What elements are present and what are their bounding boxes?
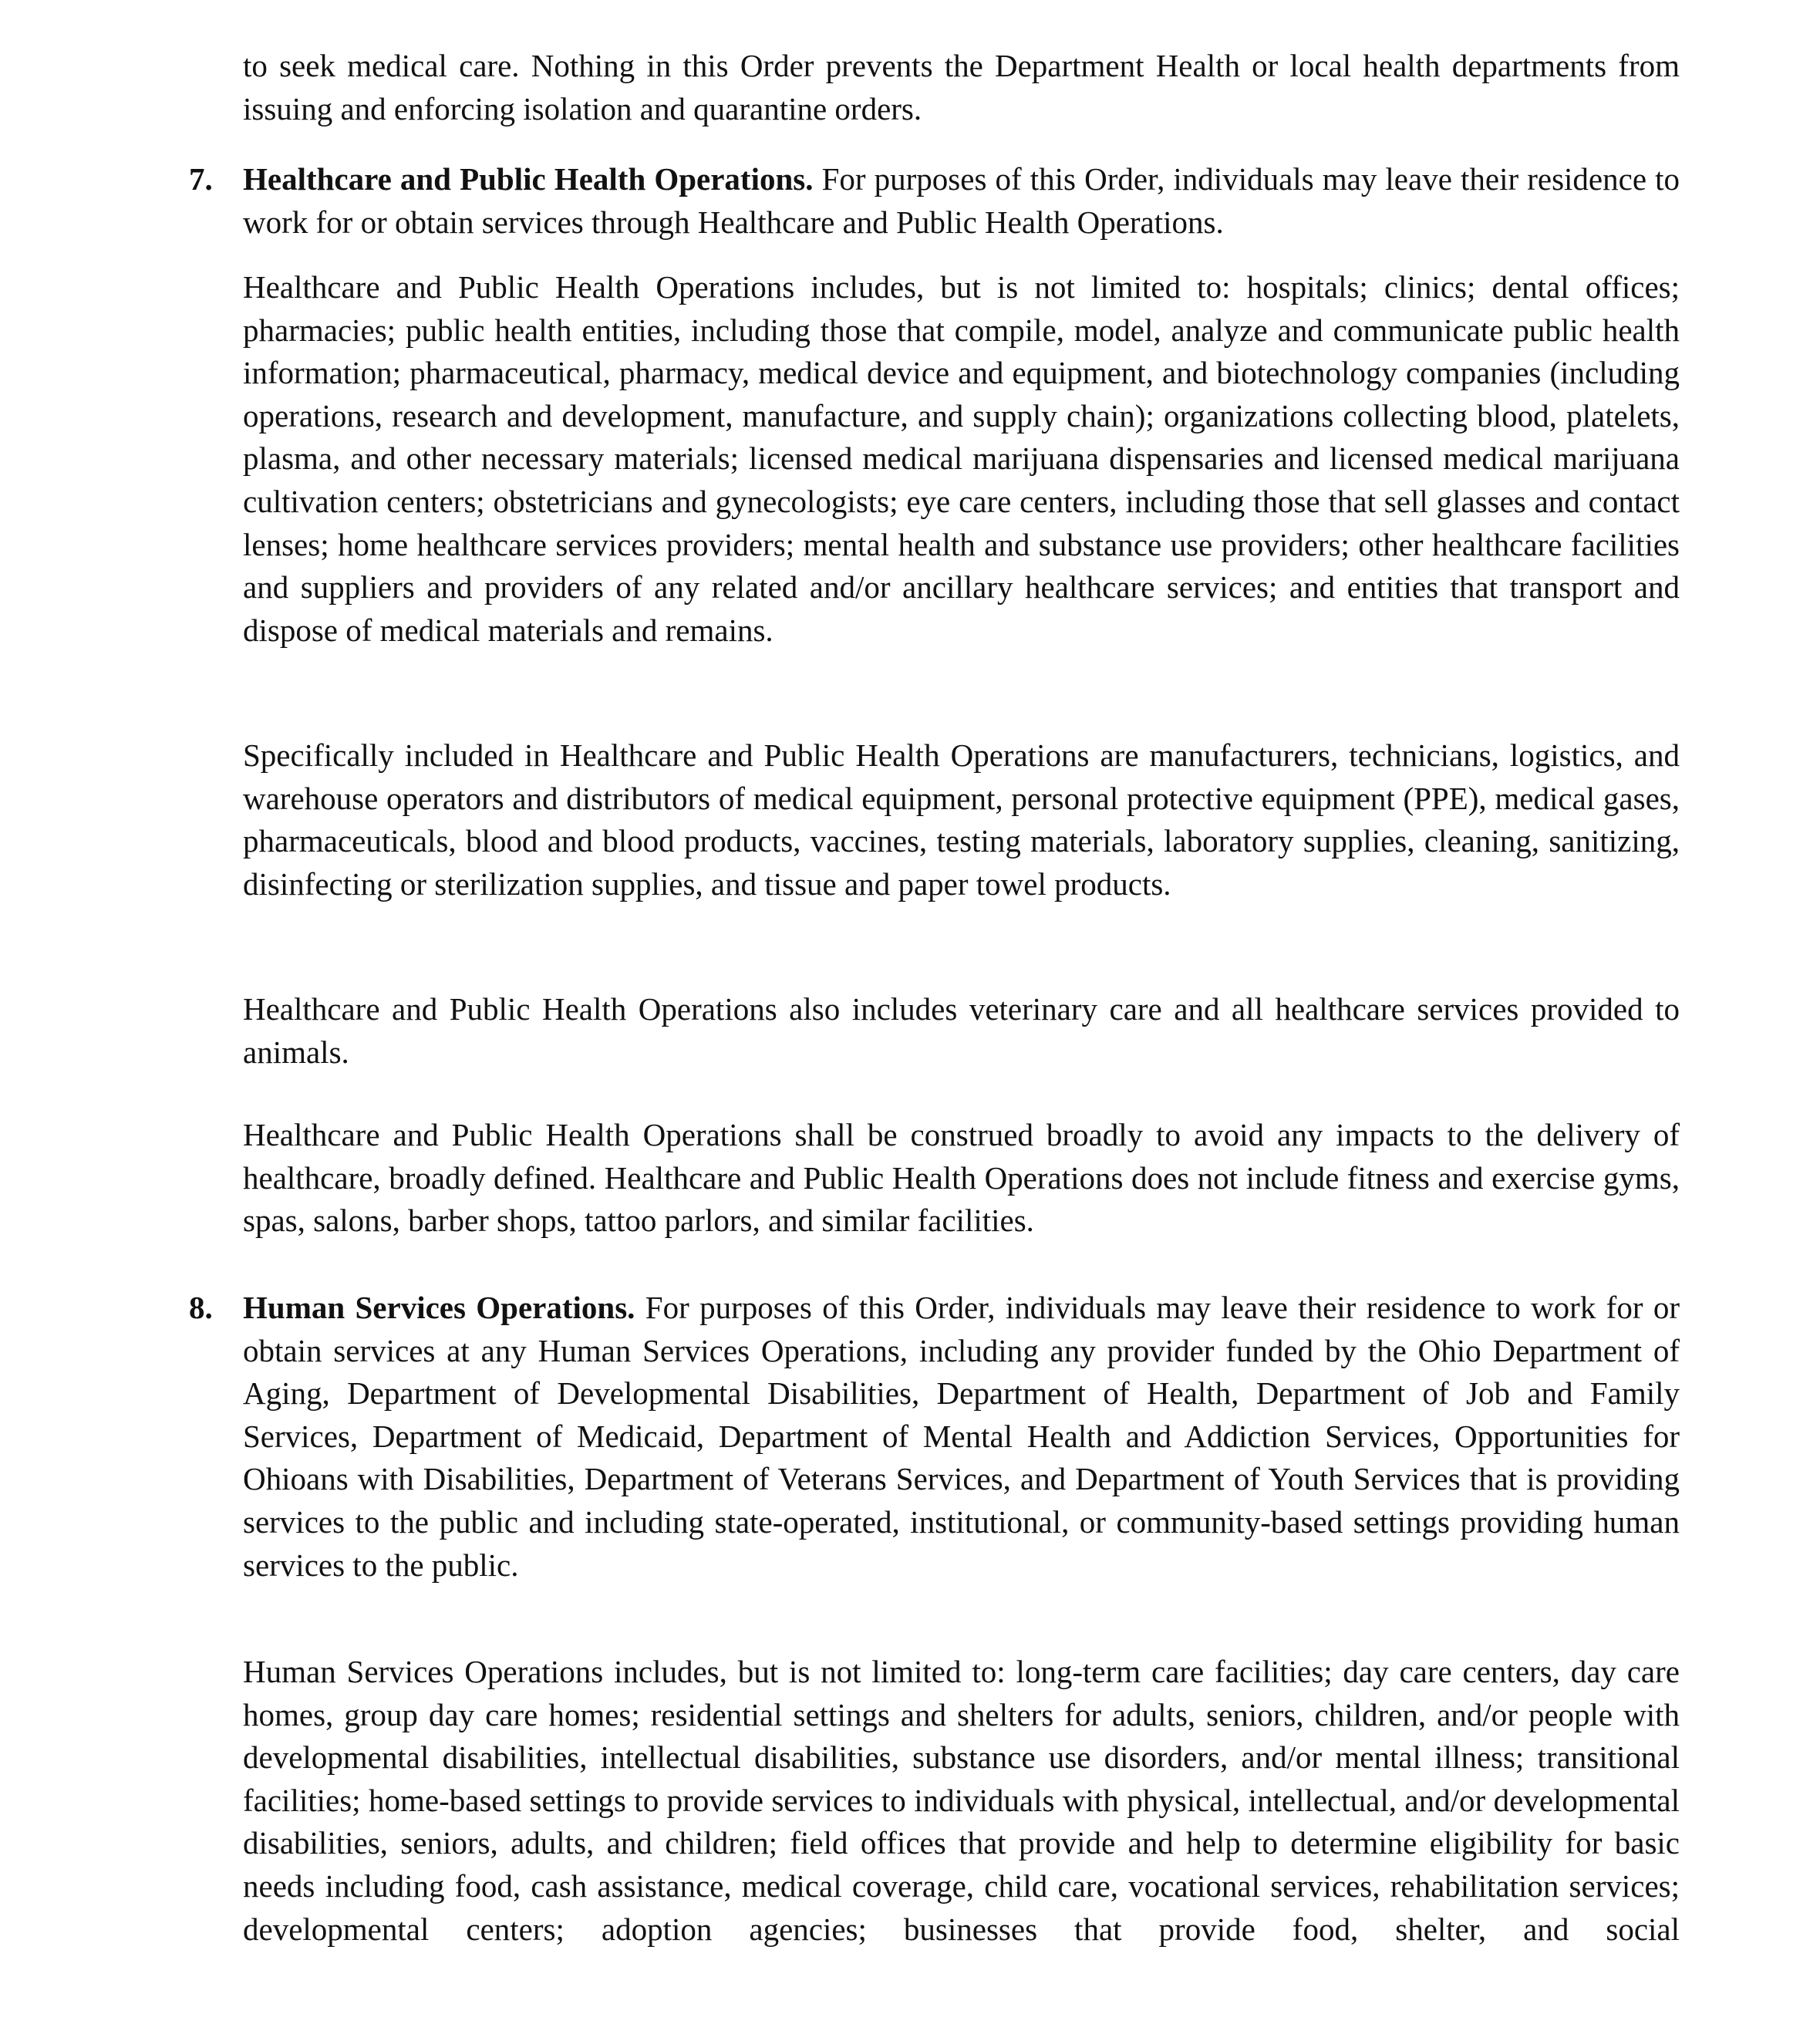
continuation-paragraph xyxy=(243,45,1680,130)
section-8-intro-body: For purposes of this Order, individuals may leave their residence to work for or obtain services at any Human Services Operations, including any provider funded by the Ohio Department of Aging, Department of Developmental Disabilities, Department of Health, Department of Job and Family Services, Department of Medicaid, Department of Mental Health and Addiction Services, Opportunities for Ohioans with Disabilities, Department of Veterans Services, and Department of Youth Services that is providing services to the public and including state-operated, institutional, or community-based settings providing human services to the public. xyxy=(243,1290,1680,1583)
section-number-8: 8. xyxy=(189,1290,213,1325)
paragraph-text: Healthcare and Public Health Operations shall be construed broadly to avoid any impacts to the delivery of healthcare, broadly defined. Healthcare and Public Health Operations does not include fitness and exercise gyms, spas, salons, barber shops, tattoo parlors, and similar facilities. xyxy=(243,1117,1680,1239)
section-7-heading: Healthcare and Public Health Operations. xyxy=(243,161,814,197)
paragraph-text: Healthcare and Public Health Operations includes, but is not limited to: hospitals; clinics; dental offices; pharmacies; public health entities, including those that compile, model, analyze and communicate public health information; pharmaceutical, pharmacy, medical device and equipment, and biotechnology companies (including operations, research and development, manufacture, and supply chain); organizations collecting blood, platelets, plasma, and other necessary materials; licensed medical marijuana dispensaries and licensed medical marijuana cultivation centers; obstetricians and gynecologists; eye care centers, including those that sell glasses and contact lenses; home healthcare services providers; mental health and substance use providers; other healthcare facilities and suppliers and providers of any related and/or ancillary healthcare services; and entities that transport and dispose of medical materials and remains. xyxy=(243,269,1680,648)
section-7-paragraph-4 xyxy=(243,1114,1680,1243)
section-7-intro-text xyxy=(243,158,1680,244)
section-7-paragraph-2 xyxy=(243,734,1680,906)
section-7-paragraph-3 xyxy=(243,988,1680,1074)
paragraph-text: Healthcare and Public Health Operations also includes veterinary care and all healthcare services provided to animals. xyxy=(243,991,1680,1070)
paragraph-text: Human Services Operations includes, but is not limited to: long-term care facilities; day care centers, day care homes, group day care homes; residential settings and shelters for adults, seniors, children, and/or people with developmental disabilities, intellectual disabilities, substance use disorders, and/or mental illness; transitional facilities; home-based settings to provide services to individuals with physical, intellectual, and/or developmental disabilities, seniors, adults, and children; field offices that provide and help to determine eligibility for basic needs including food, cash assistance, medical coverage, child care, vocational services, rehabilitation services; developmental centers; adoption agencies; businesses that provide food, shelter, and social xyxy=(243,1654,1680,1947)
section-7-intro-body: For purposes of this Order, individuals may leave their residence to work for or obtain services through Healthcare and Public Health Operations. xyxy=(243,161,1680,240)
section-7-intro xyxy=(243,158,1680,244)
paragraph-text: Specifically included in Healthcare and Public Health Operations are manufacturers, technicians, logistics, and warehouse operators and distributors of medical equipment, personal protective equipment (PPE), medical gases, pharmaceuticals, blood and blood products, vaccines, testing materials, laboratory supplies, cleaning, sanitizing, disinfecting or sterilization supplies, and tissue and paper towel products. xyxy=(243,737,1680,902)
section-8-intro-text xyxy=(243,1287,1680,1587)
section-7-paragraph-1 xyxy=(243,266,1680,652)
section-8-paragraph-1 xyxy=(243,1651,1680,1951)
paragraph-text: to seek medical care. Nothing in this Order prevents the Department Health or local health departments from issuing and enforcing isolation and quarantine orders. xyxy=(243,48,1680,127)
section-8-intro xyxy=(243,1287,1680,1587)
section-number-7: 7. xyxy=(189,161,213,197)
section-8-heading: Human Services Operations. xyxy=(243,1290,635,1325)
